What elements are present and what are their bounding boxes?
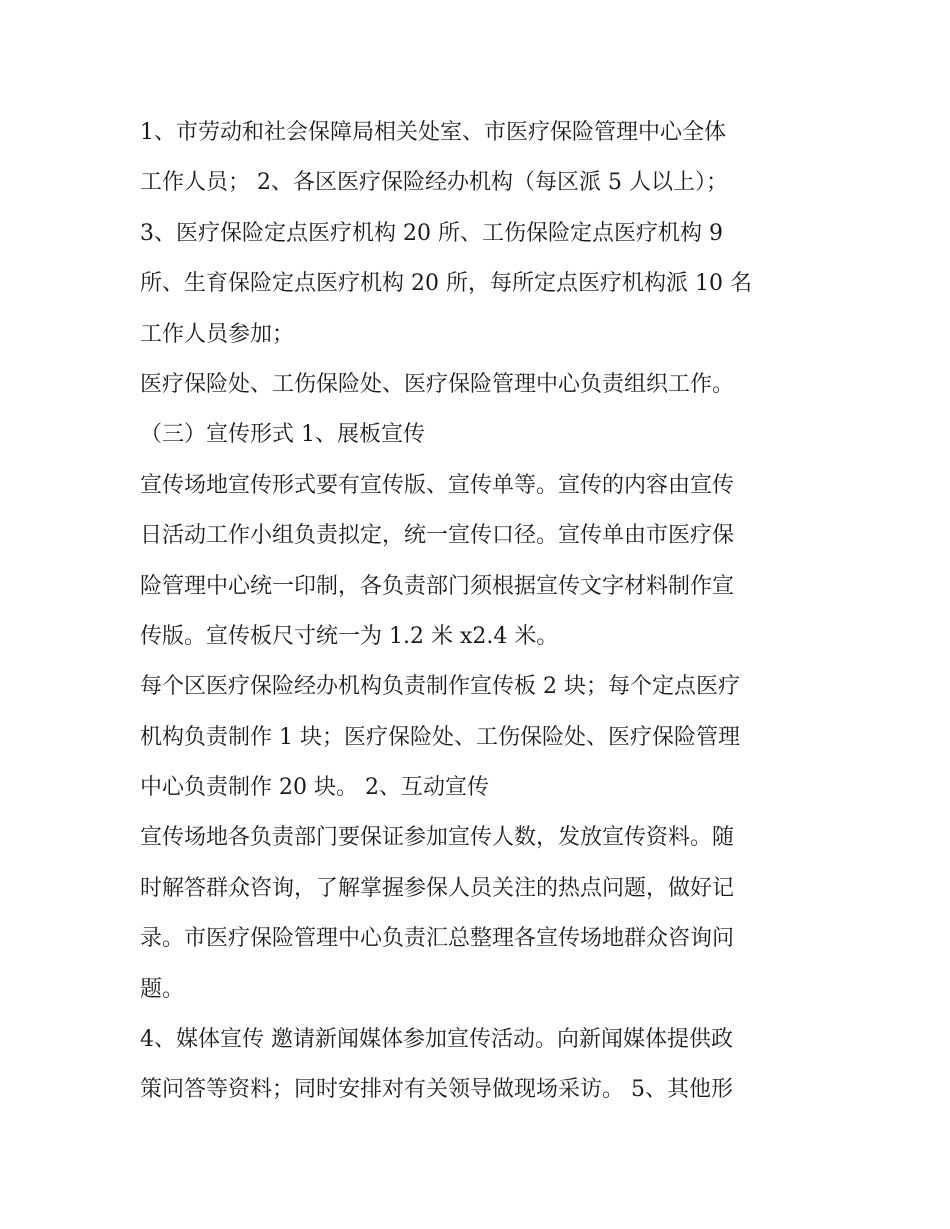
text-line: 题。 — [140, 976, 185, 1002]
text-line: 险管理中心统一印制，各负责部门须根据宣传文字材料制作宣 — [140, 573, 735, 599]
text-line: 时解答群众咨询，了解掌握参保人员关注的热点问题，做好记 — [140, 875, 735, 901]
text-line: 所、生育保险定点医疗机构 20 所，每所定点医疗机构派 10 名 — [140, 271, 752, 297]
document-body — [140, 108, 830, 1116]
text-line: 日活动工作小组负责拟定，统一宣传口径。宣传单由市医疗保 — [140, 523, 735, 549]
text-line: 工作人员； 2、各区医疗保险经办机构（每区派 5 人以上）； — [140, 170, 728, 196]
text-line: 录。市医疗保险管理中心负责汇总整理各宣传场地群众咨询问 — [140, 926, 735, 952]
text-line: 医疗保险处、工伤保险处、医疗保险管理中心负责组织工作。 — [140, 371, 735, 397]
section-heading: （三）宣传形式 1、展板宣传 — [140, 422, 425, 448]
text-line: 每个区医疗保险经办机构负责制作宣传板 2 块；每个定点医疗 — [140, 674, 740, 700]
text-line: 机构负责制作 1 块；医疗保险处、工伤保险处、医疗保险管理 — [140, 724, 740, 750]
text-line: 3、医疗保险定点医疗机构 20 所、工伤保险定点医疗机构 9 — [140, 220, 723, 246]
text-line: 4、媒体宣传 邀请新闻媒体参加宣传活动。向新闻媒体提供政 — [140, 1027, 733, 1053]
text-line: 宣传场地宣传形式要有宣传版、宣传单等。宣传的内容由宣传 — [140, 472, 735, 498]
text-line: 策问答等资料；同时安排对有关领导做现场采访。 5、其他形 — [140, 1077, 733, 1103]
text-line: 中心负责制作 20 块。 2、互动宣传 — [140, 775, 489, 801]
text-line: 传版。宣传板尺寸统一为 1.2 米 x2.4 米。 — [140, 623, 559, 649]
text-line: 工作人员参加； — [140, 321, 295, 347]
text-line: 宣传场地各负责部门要保证参加宣传人数，发放宣传资料。随 — [140, 825, 735, 851]
text-line: 1、市劳动和社会保障局相关处室、市医疗保险管理中心全体 — [140, 120, 726, 145]
